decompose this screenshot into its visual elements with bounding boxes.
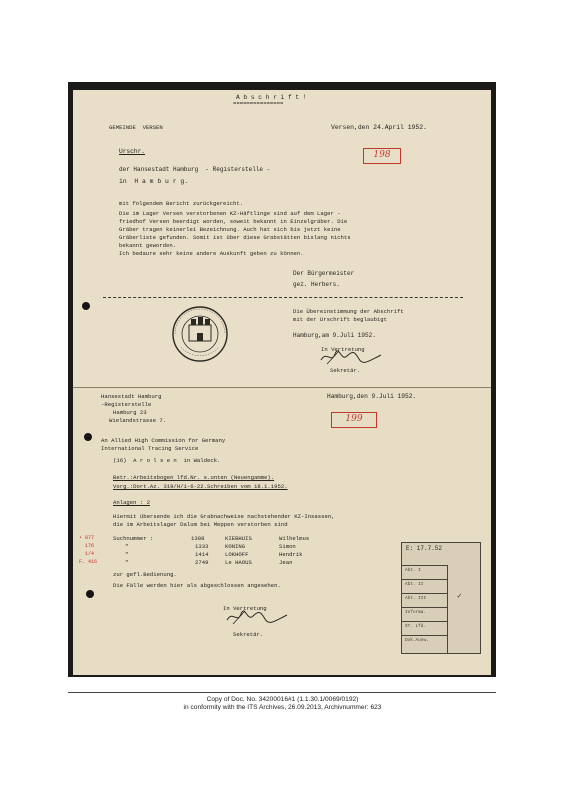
routing-row: ST. Lfd. bbox=[402, 621, 447, 631]
certification-date: Hamburg,am 9.Juli 1952. bbox=[293, 332, 376, 339]
list-item-label: Suchnummer : bbox=[113, 535, 154, 542]
dashed-separator bbox=[103, 297, 463, 298]
punch-hole bbox=[86, 590, 94, 598]
recipient-line: An Allied High Commission for Germany bbox=[101, 437, 226, 444]
routing-column-divider bbox=[447, 565, 448, 653]
reference-line: Vorg.:Dort.Az. 319/H/1-6-22.Schreiben vom 18.1.1952. bbox=[113, 483, 288, 490]
body-line: Gräber tragen keinerlei Bezeichnung. Auch hat sich bis jetzt keine bbox=[119, 226, 341, 233]
body-line: friedhof Versen beerdigt worden, soweit bekannt in Einzelgräber. Die bbox=[119, 218, 348, 225]
mayor-title: Der Bürgermeister bbox=[293, 270, 355, 277]
routing-row: Dok.Ausw. bbox=[402, 635, 447, 645]
urschr-label: Urschr. bbox=[119, 148, 145, 155]
certification-vertretung: In Vertretung bbox=[321, 346, 365, 353]
addressee-line: der Hansestadt Hamburg - Registerstelle - bbox=[119, 166, 271, 173]
received-number-stamp: 199 bbox=[331, 412, 377, 428]
sender-line: -Registerstelle bbox=[101, 401, 152, 408]
heading-underline: =============== bbox=[233, 100, 284, 107]
list-item-firstname: Jean bbox=[279, 559, 293, 566]
body-line: die im Arbeitslager Dalum bei Meppen verstorben sind bbox=[113, 521, 288, 528]
closing-line: Die Fälle werden hier als abgeschlossen angesehen. bbox=[113, 582, 281, 589]
list-item-firstname: Hendrik bbox=[279, 551, 303, 558]
list-item-number: 2749 bbox=[195, 559, 209, 566]
scanned-document bbox=[68, 82, 496, 677]
signature-secretary: Sekretär. bbox=[233, 631, 264, 638]
place-date: Versen,den 24.April 1952. bbox=[331, 124, 427, 131]
closing-line: zur gefl.Bedienung. bbox=[113, 571, 177, 578]
list-item-surname: KIEBHUIS bbox=[225, 535, 252, 542]
list-item-number: 1308 bbox=[191, 535, 205, 542]
list-item-label: " bbox=[125, 559, 129, 566]
handwritten-signature bbox=[319, 348, 383, 366]
paper-sheet bbox=[73, 90, 491, 675]
list-item-number: 1333 bbox=[195, 543, 209, 550]
body-line: mit folgendem Bericht zurückgereicht. bbox=[119, 200, 244, 207]
routing-stamp-title: E: 17.7.52 bbox=[406, 545, 443, 552]
sender-line: Hansestadt Hamburg bbox=[101, 393, 162, 400]
handwritten-signature bbox=[225, 608, 289, 626]
subject-line: Betr.:Arbeitsbogen lfd.Nr. s.unten (Neuengamme). bbox=[113, 474, 275, 481]
received-number-stamp: 198 bbox=[363, 148, 401, 164]
list-item-surname: LOKHOFF bbox=[225, 551, 249, 558]
list-item-label: " bbox=[125, 543, 129, 550]
punch-hole bbox=[82, 302, 90, 310]
punch-hole bbox=[84, 433, 92, 441]
body-line: bekannt geworden. bbox=[119, 242, 177, 249]
body-line: Hiermit übersende ich die Grabnachweise nachstehender KZ-Insassen, bbox=[113, 513, 335, 520]
margin-note: 1/4 bbox=[85, 551, 95, 557]
margin-note: • 877 bbox=[79, 535, 95, 541]
list-item-firstname: Simon bbox=[279, 543, 296, 550]
sender-line: Wielandstrasse 7. bbox=[109, 417, 167, 424]
list-item-surname: KONING bbox=[225, 543, 246, 550]
list-item-label: " bbox=[125, 551, 129, 558]
footer-line: in conformity with the ITS Archives, 26.09.2013, Archivnummer: 623 bbox=[183, 704, 382, 711]
margin-note: 176 bbox=[85, 543, 95, 549]
routing-row: Abt. I bbox=[402, 565, 447, 575]
routing-row: Abt. III bbox=[402, 593, 447, 603]
certification-secretary: Sekretär. bbox=[330, 367, 361, 374]
certification-line: Die Übereinstimmung der Abschrift bbox=[293, 308, 404, 315]
municipality: GEMEINDE VERSEN bbox=[109, 124, 163, 131]
recipient-line: International Tracing Service bbox=[101, 445, 199, 452]
list-item-number: 1414 bbox=[195, 551, 209, 558]
recipient-line: (16) A r o l s e n in Waldeck. bbox=[113, 457, 221, 464]
addressee-line: in H a m b u r g. bbox=[119, 178, 189, 185]
routing-stamp bbox=[401, 542, 481, 654]
body-line: Gräberliste gefunden. Somit ist über diese Grabstätten bislang nichts bbox=[119, 234, 351, 241]
archive-footer bbox=[0, 696, 565, 712]
check-mark-icon: ✓ bbox=[457, 592, 462, 601]
margin-note: F. 416 bbox=[79, 559, 98, 565]
heading: A b s c h r i f t ! bbox=[236, 94, 307, 101]
place-date: Hamburg,den 9.Juli 1952. bbox=[327, 393, 417, 400]
footer-line: Copy of Doc. No. 34200016#1 (1.1.30.1/0069/0192) bbox=[206, 696, 359, 703]
mayor-name: gez. Herbers. bbox=[293, 281, 340, 288]
sender-line: Hamburg 23 bbox=[113, 409, 147, 416]
official-seal bbox=[171, 305, 229, 363]
fold-line bbox=[73, 387, 491, 388]
body-line: Die im Lager Versen verstorbenen KZ-Häftlinge sind auf dem Lager - bbox=[119, 210, 341, 217]
signature-vertretung: In Vertretung bbox=[223, 605, 267, 612]
enclosures-line: Anlagen : 2 bbox=[113, 499, 150, 506]
certification-line: mit der Urschrift beglaubigt bbox=[293, 316, 387, 323]
footer-rule bbox=[68, 692, 496, 693]
routing-row: Informa. bbox=[402, 607, 447, 617]
body-line: Ich bedaure sehr keine andere Auskunft geben zu können. bbox=[119, 250, 304, 257]
routing-row: Abt. II bbox=[402, 579, 447, 589]
list-item-surname: Le HAOUS bbox=[225, 559, 252, 566]
list-item-firstname: Wilhelmus bbox=[279, 535, 310, 542]
